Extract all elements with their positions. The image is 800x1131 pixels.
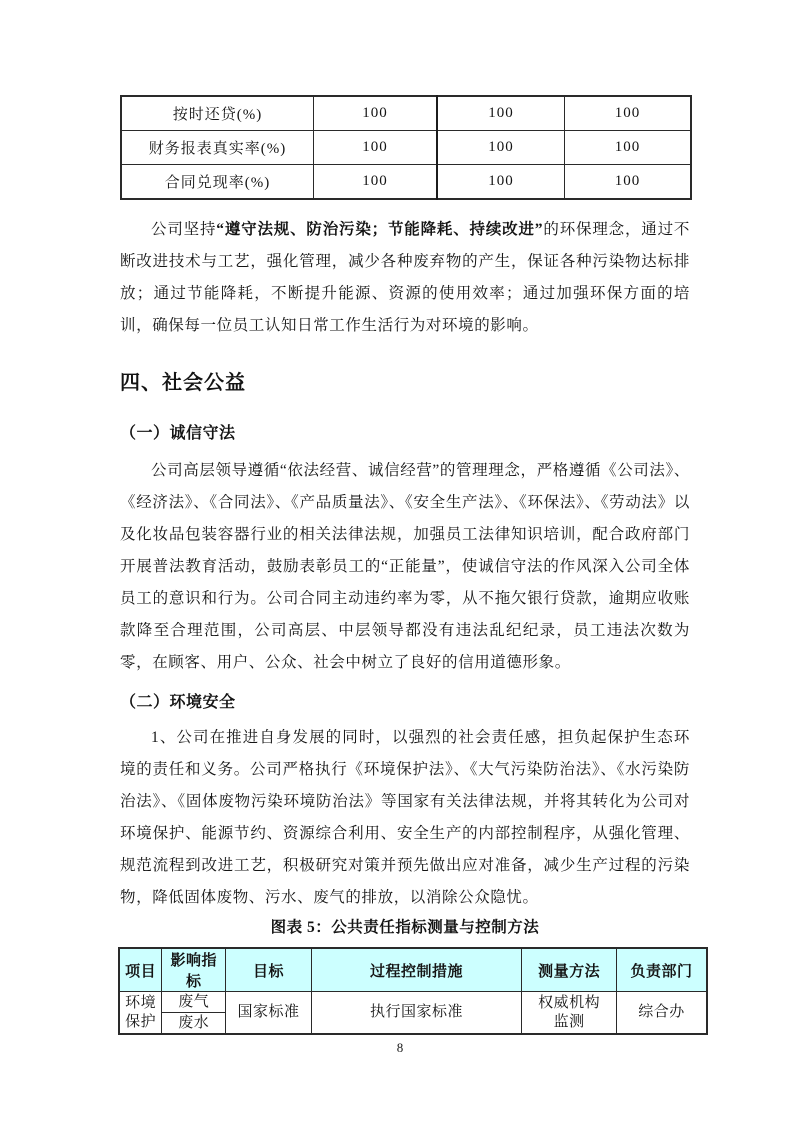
page-content [120,0,693,1035]
column-header-department: 负责部门 [616,948,707,992]
subsection-heading-environment: （二）环境安全 [120,694,236,711]
indicator-label: 合同兑现率(%) [121,165,314,200]
table-row [119,992,707,1013]
financial-indicators-table [120,95,692,200]
cell-target: 国家标准 [226,992,311,1035]
indicator-value: 100 [437,96,565,131]
column-header-project: 项目 [119,948,162,992]
indicator-value: 100 [314,96,438,131]
cell-project: 环境保护 [119,992,162,1035]
indicator-label: 财务报表真实率(%) [121,131,314,165]
table-caption: 图表 5：公共责任指标测量与控制方法 [270,919,540,936]
paragraph-text: 的环保理念，通过不断改进技术与工艺，强化管理，减少各种废弃物的产生，保证各种污染物达标排放；通过节能降耗，不断提升能源、资源的使用效率；通过加强环保方面的培训，确保每一位员工认知日常工作生活行为对环境的影响。 [120,221,691,334]
indicator-value: 100 [437,131,565,165]
cell-indicator: 废气 [162,992,226,1013]
indicator-value: 100 [565,131,692,165]
bold-quote-text: “遵守法规、防治污染；节能降耗、持续改进” [216,221,544,238]
indicator-value: 100 [565,96,692,131]
cell-process: 执行国家标准 [311,992,522,1035]
cell-department: 综合办 [616,992,707,1035]
page-number: 8 [396,1040,404,1055]
cell-measure [522,992,617,1035]
cell-indicator: 废水 [162,1013,226,1035]
table-row [121,96,691,131]
indicator-value: 100 [314,165,438,200]
paragraph-environment-safety: 1、公司在推进自身发展的同时，以强烈的社会责任感，担负起保护生态环境的责任和义务。公司严格执行《环境保护法》、《大气污染防治法》、《水污染防治法》、《固体废物污染环境防治法》等国家有关法律法规，并将其转化为公司对环境保护、能源节约、资源综合利用、安全生产的内部控制程序，从强化管理、规范流程到改进工艺，积极研究对策并预先做出应对准备，减少生产过程的污染物，降低固体废物、污水、废气的排放，以消除公众隐忧。 [120,729,690,906]
paragraph-text: 公司坚持 [151,221,217,238]
indicator-label: 按时还贷(%) [121,96,314,131]
paragraph-environment-philosophy [120,214,690,342]
cell-measure-text: 权威机构监测 [538,994,601,1030]
responsibility-table [118,947,708,1035]
table-row [121,165,691,200]
column-header-process: 过程控制措施 [311,948,522,992]
table-header-row [119,948,707,992]
column-header-indicator: 影响指标 [162,948,226,992]
table-row [121,131,691,165]
indicator-value: 100 [314,131,438,165]
paragraph-integrity: 公司高层领导遵循“依法经营、诚信经营”的管理理念，严格遵循《公司法》、《经济法》、《合同法》、《产品质量法》、《安全生产法》、《环保法》、《劳动法》以及化妆品包装容器行业的相关法律法规，加强员工法律知识培训，配合政府部门开展普法教育活动，鼓励表彰员工的“正能量”，使诚信守法的作风深入公司全体员工的意识和行为。公司合同主动违约率为零，从不拖欠银行贷款，逾期应收账款降至合理范围，公司高层、中层领导都没有违法乱纪纪录，员工违法次数为零，在顾客、用户、公众、社会中树立了良好的信用道德形象。 [120,462,690,671]
subsection-heading-integrity: （一）诚信守法 [120,425,236,442]
section-heading: 四、社会公益 [120,372,246,394]
column-header-measure: 测量方法 [522,948,617,992]
column-header-target: 目标 [226,948,311,992]
indicator-value: 100 [437,165,565,200]
indicator-value: 100 [565,165,692,200]
